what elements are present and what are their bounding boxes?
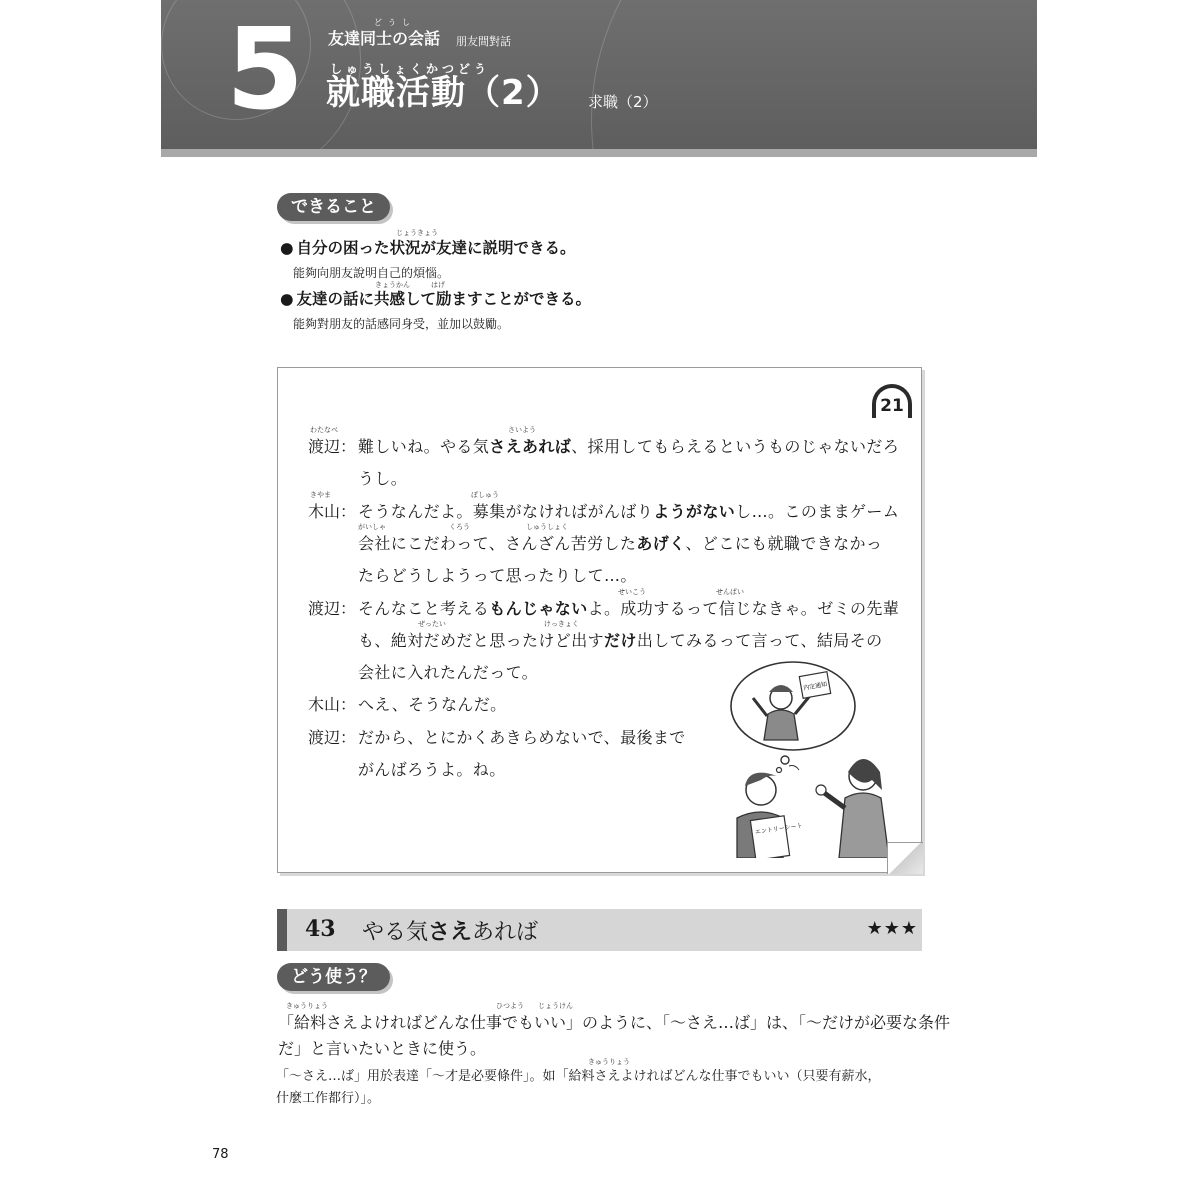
dialogue-ruby: ぼしゅう <box>471 491 499 499</box>
dialogue-text: がんばろうよ。ね。 <box>358 760 506 779</box>
page-number: 78 <box>212 1147 229 1162</box>
goal-text: ● 自分の困った状況が友達に説明できる。 <box>280 239 576 257</box>
series-subtitle: 朋友間對話 <box>456 35 511 48</box>
illustration-sign-text: 内定通知 <box>802 680 828 693</box>
usage-explanation: 「給料さえよければどんな仕事でもいい」のように、「～さえ…ば」は、「～だけが必要な条件 <box>278 1013 951 1032</box>
illustration-sheet-text: エントリーシート <box>754 822 804 836</box>
usage-translation: 「～さえ…ば」用於表達「～才是必要條件」。如「給料さえよければどんな仕事でもいい（只要有薪水， <box>276 1069 881 1084</box>
speaker-label: 渡辺： <box>308 599 357 618</box>
dialogue-text: うし。 <box>358 469 408 488</box>
usage-ruby: きゅうりょう ひつよう じょうけん <box>286 1002 573 1010</box>
speaker-label: 木山： <box>308 695 357 714</box>
dialogue-line <box>358 725 686 748</box>
dialogue-text: 、どこにも就職できなかっ <box>685 534 883 553</box>
goal-translation: 能夠對朋友的話感同身受，並加以鼓勵。 <box>293 317 510 331</box>
dialogue-text: だから、とにかくあきらめないで、最後まで <box>358 728 686 747</box>
grammar-highlight: さえあれば <box>489 437 572 456</box>
grammar-heading <box>277 909 922 951</box>
speaker-label: 木山： <box>308 502 357 521</box>
usage-label: どう使う？ <box>277 963 390 991</box>
goal-translation: 能夠向朋友說明自己的煩惱。 <box>293 266 450 280</box>
goal-ruby: きょうかん はげ <box>375 281 445 289</box>
dialogue-text: へえ、そうなんだ。 <box>358 695 507 714</box>
dialogue-text: 会社にこだわって、さんざん苦労した <box>358 534 637 553</box>
dialogue-text: そんなこと考える <box>358 599 490 618</box>
dialogue-text: 出してみるって言って、結局その <box>636 631 883 650</box>
chapter-number: 5 <box>226 5 302 135</box>
page-curl <box>887 842 923 874</box>
dialogue-text: 難しいね。やる気 <box>358 437 490 456</box>
dialogue-text: そうなんだよ。募集がなければがんばり <box>358 502 654 521</box>
usage-explanation: だ」と言いたいときに使う。 <box>278 1039 487 1058</box>
speaker-ruby: わたなべ <box>310 426 338 434</box>
grammar-highlight: もんじゃない <box>489 599 588 618</box>
dialogue-line <box>358 434 899 457</box>
goals-label: できること <box>277 193 390 221</box>
dialogue-line <box>358 596 899 619</box>
speaker-label: 渡辺： <box>308 728 357 747</box>
usage-translation: 什麼工作都行）」。 <box>276 1091 381 1106</box>
goal-item <box>280 287 591 332</box>
speaker-ruby: きやま <box>310 491 331 499</box>
dialogue-ruby: せいこう せんぱい <box>618 588 744 596</box>
zh-ruby: きゅうりょう <box>588 1058 630 1066</box>
dialogue-text: し…。このままゲーム <box>735 502 900 521</box>
job-hunting-illustration <box>723 658 903 858</box>
dialogue-ruby: さいよう <box>508 426 536 434</box>
speaker-label: 渡辺： <box>308 437 357 456</box>
dialogue-line <box>358 628 883 651</box>
dialogue-text: 、採用してもらえるというものじゃないだろ <box>571 437 900 456</box>
dialogue-text: たらどうしようって思ったりして…。 <box>358 566 637 585</box>
lesson-title: 就職活動（2） <box>326 73 561 113</box>
dialogue-ruby: がいしゃ くろう しゅうしょく <box>358 523 568 531</box>
grammar-title: やる気さえあれば <box>362 920 539 945</box>
grammar-number: 43 <box>305 916 336 942</box>
dialogue-line <box>358 466 407 489</box>
grammar-highlight: ようがない <box>653 502 736 521</box>
dialogue-line <box>358 660 538 683</box>
goal-ruby: じょうきょう <box>396 229 438 237</box>
audio-track-number: 21 <box>880 396 904 416</box>
dialogue-line <box>358 499 899 522</box>
dialogue-card <box>277 367 922 873</box>
series-title-ruby: どうし <box>374 18 416 27</box>
dialogue-text: 会社に入れたんだって。 <box>358 663 539 682</box>
decorative-arc <box>591 0 1037 157</box>
series-title: 友達同士の会話 <box>328 29 441 48</box>
goal-text: ● 友達の話に共感して励ますことができる。 <box>280 290 592 308</box>
dialogue-text: よ。成功するって信じなきゃ。ゼミの先輩 <box>587 599 900 618</box>
audio-track-badge[interactable] <box>870 384 916 414</box>
dialogue-ruby: ぜったい けっきょく <box>418 620 579 628</box>
lesson-title-ruby: しゅうしょくかつどう <box>330 62 491 76</box>
grammar-highlight: だけ <box>604 631 637 650</box>
goal-item <box>280 236 576 281</box>
difficulty-stars: ★★★ <box>866 918 918 939</box>
dialogue-line <box>358 563 637 586</box>
lesson-subtitle: 求職（2） <box>588 93 658 111</box>
grammar-highlight: あげく <box>636 534 686 553</box>
dialogue-line <box>358 692 507 715</box>
dialogue-line <box>358 757 506 780</box>
dialogue-line <box>358 531 882 554</box>
dialogue-text: も、絶対だめだと思ったけど出す <box>358 631 605 650</box>
